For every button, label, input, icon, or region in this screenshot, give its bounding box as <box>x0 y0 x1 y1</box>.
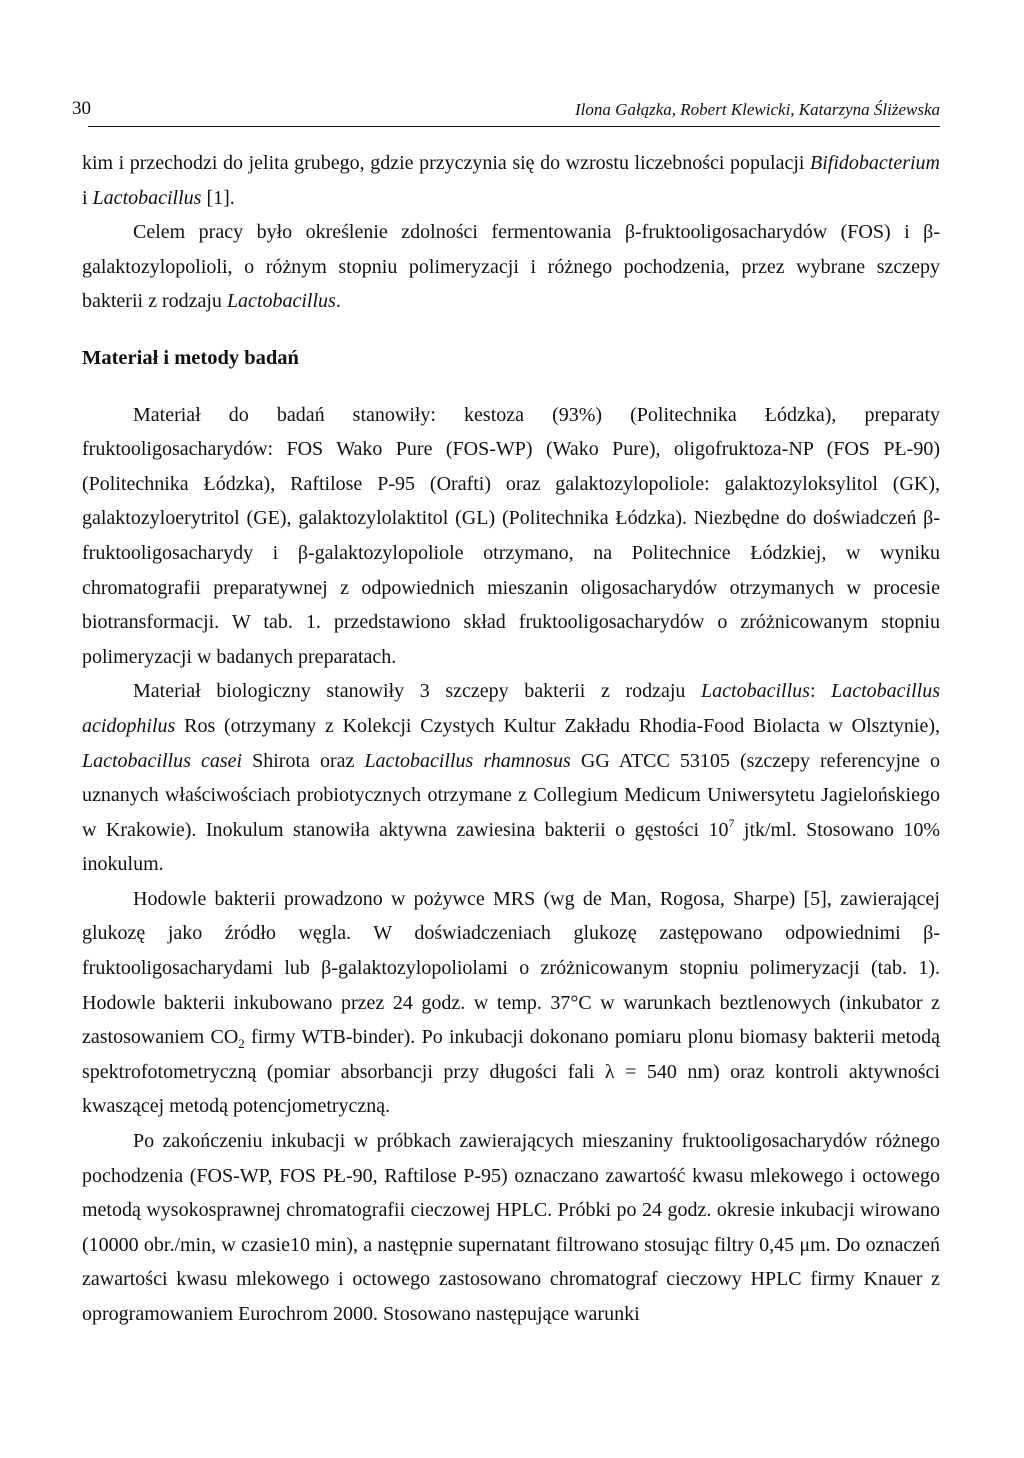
cultivation-paragraph: Hodowle bakterii prowadzono w pożywce MRS (wg de Man, Rogosa, Sharpe) [5], zawierającej glukozę jako źródło węgla. W doświadczeniach glukozę zastępowano odpowiednimi β-fruktooligosacharydami lub β-galaktozylopoliolami o zróżnicowanym stopniu polimeryzacji (tab. 1). Hodowle bakterii inkubowano przez 24 godz. w temp. 37°C w warunkach beztlenowych (inkubator z zastosowaniem $CO_2$ firmy WTB-binder). Po inkubacji dokonano pomiaru plonu biomasy bakterii metodą spektrofotometryczną (pomiar absorbancji przy długości fali λ = 540 nm) oraz kontroli aktywności kwaszącej metodą potencjometryczną. <box>82 887 940 1118</box>
materials-paragraph: Materiał do badań stanowiły: kestoza (93%) (Politechnika Łódzka), preparaty fruktooligosacharydów: FOS Wako Pure (FOS-WP) (Wako Pure), oligofruktoza-NP (FOS PŁ-90) (Politechnika Łódzka), Raftilose P-95 (Orafti) oraz galaktozylopoliole: galaktozyloksylitol (GK), galaktozyloerytritol (GE), galaktozylolaktitol (GL) (Politechnika Łódzka). Niezbędne do doświadczeń β-fruktooligosacharydy i β-galaktozylopoliole otrzymano, na Politechnice Łódzkiej, w wyniku chromatografii preparatywnej z odpowiednich mieszanin oligosacharydów otrzymanych w procesie biotransformacji. W tab. 1. przedstawiono skład fruktooligosacharydów o zróżnicowanym stopniu polimeryzacji w badanych preparatach. <box>82 403 940 668</box>
page-header <box>72 96 940 127</box>
biological-material-paragraph: Materiał biologiczny stanowiły 3 szczepy bakterii z rodzaju Lactobacillus: Lactobacillus acidophilus Ros (otrzymany z Kolekcji Czystych Kultur Zakładu Rhodia-Food Biolacta w Olsztynie), Lactobacillus casei Shirota oraz Lactobacillus rhamnosus GG ATCC 53105 (szczepy referencyjne o uznanych właściwościach probiotycznych otrzymane z Collegium Medicum Uniwersytetu Jagielońskiego w Krakowie). Inokulum stanowiła aktywna zawiesina bakterii o gęstości $10^7$ jtk/ml. Stosowano 10% inokulum. <box>82 680 940 876</box>
genus-name: Bifidobacterium <box>810 152 940 174</box>
genus-name: Lactobacillus <box>92 186 202 209</box>
section-heading: Materiał i metody badań <box>82 346 299 369</box>
species-name: Lactobacillus casei <box>82 749 243 772</box>
species-name: Lactobacillus rhamnosus <box>364 749 571 772</box>
body-text <box>82 146 940 1332</box>
genus-name: Lactobacillus <box>701 680 810 703</box>
species-name: Lactobacillus acidophilus <box>82 680 940 737</box>
aim-paragraph: Celem pracy było określenie zdolności fermentowania β-fruktooligosacharydów (FOS) i β-galaktozylopolioli, o różnym stopniu polimeryzacji i różnego pochodzenia, przez wybrane szczepy bakterii z rodzaju Lactobacillus. <box>82 221 940 313</box>
hplc-paragraph: Po zakończeniu inkubacji w próbkach zawierających mieszaniny fruktooligosacharydów różnego pochodzenia (FOS-WP, FOS PŁ-90, Raftilose P-95) oznaczano zawartość kwasu mlekowego i octowego metodą wysokosprawnej chromatografii cieczowej HPLC. Próbki po 24 godz. okresie inkubacji wirowano (10000 obr./min, w czasie10 min), a następnie supernatant filtrowano stosując filtry 0,45 μm. Do oznaczeń zawartości kwasu mlekowego i octowego zastosowano chromatograf cieczowy HPLC firmy Knauer z oprogramowaniem Eurochrom 2000. Stosowano następujące warunki <box>82 1130 940 1325</box>
subscript: 2 <box>238 1036 245 1052</box>
genus-name: Lactobacillus <box>226 290 336 313</box>
running-head: Ilona Gałązka, Robert Klewicki, Katarzyna Śliżewska <box>575 100 940 119</box>
exponent: 7 <box>728 816 735 831</box>
page-number: 30 <box>72 98 91 119</box>
intro-paragraph-continuation: kim i przechodzi do jelita grubego, gdzie przyczynia się do wzrostu liczebności populacji Bifidobacterium i Lactobacillus [1]. <box>82 152 940 209</box>
